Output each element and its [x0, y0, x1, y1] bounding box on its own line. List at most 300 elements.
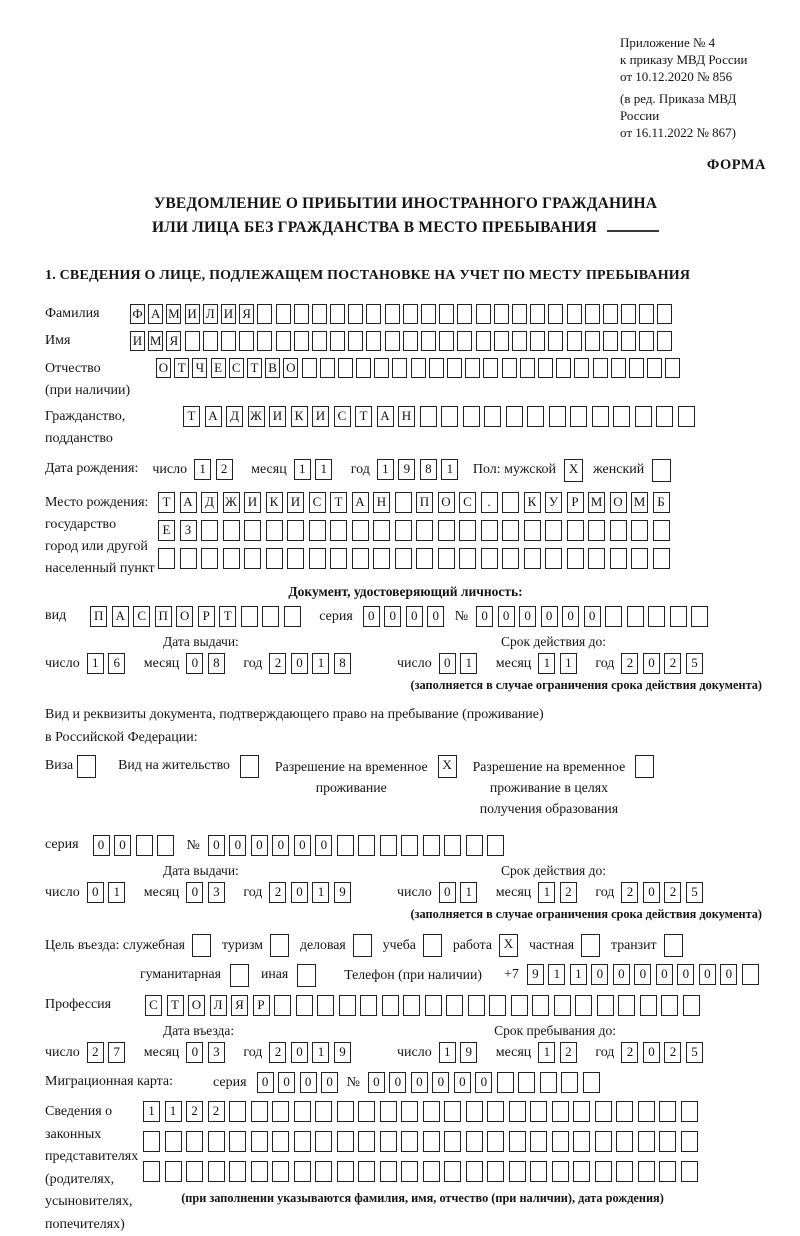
char-box[interactable]: О — [156, 358, 171, 378]
char-box[interactable] — [635, 755, 654, 778]
char-box[interactable]: 2 — [208, 1101, 225, 1122]
char-box[interactable] — [518, 1072, 535, 1093]
char-box[interactable]: 0 — [677, 964, 694, 985]
char-box[interactable] — [538, 358, 553, 378]
char-box[interactable] — [165, 1131, 182, 1152]
char-box[interactable] — [270, 934, 289, 957]
char-box[interactable]: 0 — [591, 964, 608, 985]
char-box[interactable] — [588, 520, 605, 541]
char-box[interactable] — [230, 964, 249, 987]
char-box[interactable] — [588, 548, 605, 569]
char-box[interactable]: 0 — [315, 835, 332, 856]
char-box[interactable]: 0 — [87, 882, 104, 903]
char-box[interactable] — [330, 520, 347, 541]
char-box[interactable] — [382, 995, 399, 1016]
char-box[interactable] — [512, 304, 527, 324]
char-box[interactable]: М — [588, 492, 605, 513]
char-box[interactable] — [446, 995, 463, 1016]
char-box[interactable]: Д — [201, 492, 218, 513]
char-box[interactable] — [186, 1131, 203, 1152]
char-box[interactable] — [337, 1101, 354, 1122]
char-box[interactable]: Л — [210, 995, 227, 1016]
char-box[interactable] — [595, 1101, 612, 1122]
char-box[interactable] — [241, 606, 258, 627]
char-box[interactable] — [423, 934, 442, 957]
char-box[interactable] — [444, 1101, 461, 1122]
char-box[interactable]: 1 — [194, 459, 211, 480]
char-box[interactable] — [629, 358, 644, 378]
char-box[interactable] — [403, 304, 418, 324]
char-box[interactable]: 0 — [613, 964, 630, 985]
char-box[interactable]: 0 — [93, 835, 110, 856]
char-box[interactable]: 0 — [541, 606, 558, 627]
char-box[interactable] — [294, 304, 309, 324]
char-box[interactable] — [621, 331, 636, 351]
char-box[interactable]: Я — [239, 304, 254, 324]
char-box[interactable] — [502, 548, 519, 569]
char-box[interactable]: 2 — [621, 1042, 638, 1063]
char-box[interactable] — [358, 1101, 375, 1122]
char-box[interactable]: Ж — [248, 406, 265, 427]
char-box[interactable] — [631, 548, 648, 569]
char-box[interactable] — [585, 304, 600, 324]
char-box[interactable] — [530, 304, 545, 324]
char-box[interactable] — [201, 548, 218, 569]
char-box[interactable] — [360, 995, 377, 1016]
char-box[interactable]: 0 — [186, 653, 203, 674]
char-box[interactable] — [157, 835, 174, 856]
char-box[interactable] — [603, 304, 618, 324]
char-box[interactable]: 0 — [454, 1072, 471, 1093]
char-box[interactable] — [353, 934, 372, 957]
char-box[interactable] — [575, 995, 592, 1016]
char-box[interactable] — [251, 1131, 268, 1152]
char-box[interactable]: 1 — [315, 459, 332, 480]
char-box[interactable] — [691, 606, 708, 627]
char-box[interactable] — [203, 331, 218, 351]
char-box[interactable] — [444, 835, 461, 856]
char-box[interactable] — [296, 995, 313, 1016]
char-box[interactable] — [652, 459, 671, 482]
char-box[interactable] — [603, 331, 618, 351]
char-box[interactable]: 2 — [186, 1101, 203, 1122]
char-box[interactable] — [638, 1131, 655, 1152]
char-box[interactable] — [337, 1161, 354, 1182]
char-box[interactable]: Е — [211, 358, 226, 378]
char-box[interactable]: 2 — [269, 1042, 286, 1063]
char-box[interactable] — [487, 1101, 504, 1122]
char-box[interactable] — [511, 995, 528, 1016]
char-box[interactable] — [312, 331, 327, 351]
char-box[interactable]: 0 — [427, 606, 444, 627]
char-box[interactable] — [287, 520, 304, 541]
char-box[interactable] — [621, 304, 636, 324]
char-box[interactable] — [165, 1161, 182, 1182]
char-box[interactable]: 5 — [686, 653, 703, 674]
char-box[interactable] — [484, 406, 501, 427]
char-box[interactable] — [425, 995, 442, 1016]
char-box[interactable] — [494, 331, 509, 351]
char-box[interactable] — [545, 520, 562, 541]
char-box[interactable] — [423, 1131, 440, 1152]
char-box[interactable]: 0 — [720, 964, 737, 985]
char-box[interactable] — [527, 406, 544, 427]
char-box[interactable] — [423, 1101, 440, 1122]
char-box[interactable] — [272, 1161, 289, 1182]
char-box[interactable]: 1 — [143, 1101, 160, 1122]
char-box[interactable] — [276, 331, 291, 351]
char-box[interactable]: 0 — [294, 835, 311, 856]
char-box[interactable]: 1 — [548, 964, 565, 985]
char-box[interactable] — [494, 304, 509, 324]
char-box[interactable] — [223, 520, 240, 541]
char-box[interactable]: Т — [167, 995, 184, 1016]
char-box[interactable] — [567, 548, 584, 569]
char-box[interactable] — [320, 358, 335, 378]
char-box[interactable] — [330, 304, 345, 324]
char-box[interactable]: 0 — [363, 606, 380, 627]
char-box[interactable]: 0 — [114, 835, 131, 856]
char-box[interactable]: 1 — [294, 459, 311, 480]
char-box[interactable] — [338, 358, 353, 378]
char-box[interactable] — [294, 1101, 311, 1122]
char-box[interactable] — [459, 548, 476, 569]
char-box[interactable]: 0 — [439, 653, 456, 674]
char-box[interactable] — [459, 520, 476, 541]
char-box[interactable]: У — [545, 492, 562, 513]
char-box[interactable] — [597, 995, 614, 1016]
char-box[interactable]: К — [524, 492, 541, 513]
char-box[interactable] — [497, 1072, 514, 1093]
char-box[interactable]: 1 — [312, 882, 329, 903]
char-box[interactable] — [374, 358, 389, 378]
char-box[interactable]: 0 — [186, 882, 203, 903]
char-box[interactable] — [403, 331, 418, 351]
char-box[interactable]: 0 — [411, 1072, 428, 1093]
char-box[interactable] — [385, 331, 400, 351]
char-box[interactable]: 5 — [686, 882, 703, 903]
char-box[interactable]: Т — [247, 358, 262, 378]
char-box[interactable]: А — [377, 406, 394, 427]
char-box[interactable] — [561, 1072, 578, 1093]
char-box[interactable]: 0 — [278, 1072, 295, 1093]
char-box[interactable] — [380, 1161, 397, 1182]
char-box[interactable] — [481, 548, 498, 569]
char-box[interactable]: С — [309, 492, 326, 513]
char-box[interactable]: Д — [226, 406, 243, 427]
char-box[interactable]: А — [352, 492, 369, 513]
char-box[interactable] — [681, 1161, 698, 1182]
char-box[interactable]: И — [312, 406, 329, 427]
char-box[interactable] — [648, 606, 665, 627]
char-box[interactable]: 0 — [562, 606, 579, 627]
char-box[interactable] — [466, 1131, 483, 1152]
char-box[interactable]: 0 — [368, 1072, 385, 1093]
char-box[interactable] — [312, 304, 327, 324]
char-box[interactable] — [240, 755, 259, 778]
char-box[interactable]: З — [180, 520, 197, 541]
char-box[interactable]: 1 — [312, 653, 329, 674]
char-box[interactable] — [315, 1131, 332, 1152]
char-box[interactable]: П — [90, 606, 107, 627]
char-box[interactable] — [358, 835, 375, 856]
char-box[interactable] — [401, 1131, 418, 1152]
char-box[interactable] — [366, 331, 381, 351]
char-box[interactable] — [610, 520, 627, 541]
char-box[interactable]: 1 — [441, 459, 458, 480]
char-box[interactable]: 0 — [229, 835, 246, 856]
char-box[interactable]: И — [269, 406, 286, 427]
char-box[interactable] — [276, 304, 291, 324]
char-box[interactable] — [656, 406, 673, 427]
char-box[interactable] — [380, 1101, 397, 1122]
char-box[interactable] — [180, 548, 197, 569]
char-box[interactable] — [639, 331, 654, 351]
char-box[interactable]: 0 — [643, 882, 660, 903]
char-box[interactable] — [524, 548, 541, 569]
char-box[interactable] — [262, 606, 279, 627]
char-box[interactable]: 3 — [208, 1042, 225, 1063]
char-box[interactable] — [618, 995, 635, 1016]
char-box[interactable]: 0 — [291, 1042, 308, 1063]
char-box[interactable]: А — [112, 606, 129, 627]
char-box[interactable] — [592, 406, 609, 427]
char-box[interactable]: 0 — [439, 882, 456, 903]
char-box[interactable] — [251, 1161, 268, 1182]
char-box[interactable] — [192, 934, 211, 957]
char-box[interactable]: М — [166, 304, 181, 324]
char-box[interactable]: 6 — [108, 653, 125, 674]
char-box[interactable] — [552, 1161, 569, 1182]
char-box[interactable] — [509, 1161, 526, 1182]
char-box[interactable] — [548, 304, 563, 324]
char-box[interactable]: 0 — [384, 606, 401, 627]
char-box[interactable] — [337, 1131, 354, 1152]
char-box[interactable] — [373, 520, 390, 541]
char-box[interactable]: А — [180, 492, 197, 513]
char-box[interactable] — [421, 331, 436, 351]
char-box[interactable] — [441, 406, 458, 427]
char-box[interactable]: И — [221, 304, 236, 324]
char-box[interactable]: И — [244, 492, 261, 513]
char-box[interactable] — [611, 358, 626, 378]
char-box[interactable] — [136, 835, 153, 856]
char-box[interactable] — [457, 331, 472, 351]
char-box[interactable]: 2 — [560, 1042, 577, 1063]
char-box[interactable] — [530, 331, 545, 351]
char-box[interactable]: 7 — [108, 1042, 125, 1063]
char-box[interactable] — [549, 406, 566, 427]
char-box[interactable]: С — [334, 406, 351, 427]
char-box[interactable] — [444, 1161, 461, 1182]
char-box[interactable] — [297, 964, 316, 987]
char-box[interactable]: X — [499, 934, 518, 957]
char-box[interactable] — [509, 1101, 526, 1122]
char-box[interactable]: 1 — [570, 964, 587, 985]
char-box[interactable] — [610, 548, 627, 569]
char-box[interactable] — [573, 1161, 590, 1182]
char-box[interactable]: 9 — [398, 459, 415, 480]
char-box[interactable]: 3 — [208, 882, 225, 903]
char-box[interactable] — [315, 1161, 332, 1182]
char-box[interactable] — [545, 548, 562, 569]
char-box[interactable] — [352, 520, 369, 541]
char-box[interactable] — [570, 406, 587, 427]
char-box[interactable]: Т — [330, 492, 347, 513]
char-box[interactable]: М — [631, 492, 648, 513]
char-box[interactable]: Р — [567, 492, 584, 513]
char-box[interactable]: К — [291, 406, 308, 427]
char-box[interactable]: 1 — [460, 882, 477, 903]
char-box[interactable] — [339, 995, 356, 1016]
char-box[interactable] — [420, 406, 437, 427]
char-box[interactable] — [266, 520, 283, 541]
char-box[interactable] — [665, 358, 680, 378]
char-box[interactable] — [330, 548, 347, 569]
char-box[interactable] — [380, 1131, 397, 1152]
char-box[interactable]: 2 — [269, 882, 286, 903]
char-box[interactable]: М — [148, 331, 163, 351]
char-box[interactable] — [502, 520, 519, 541]
char-box[interactable]: А — [148, 304, 163, 324]
char-box[interactable]: 1 — [538, 882, 555, 903]
char-box[interactable] — [373, 548, 390, 569]
char-box[interactable]: С — [229, 358, 244, 378]
char-box[interactable] — [567, 304, 582, 324]
char-box[interactable] — [185, 331, 200, 351]
char-box[interactable]: 0 — [208, 835, 225, 856]
char-box[interactable] — [574, 358, 589, 378]
char-box[interactable] — [681, 1131, 698, 1152]
char-box[interactable] — [416, 548, 433, 569]
char-box[interactable]: С — [459, 492, 476, 513]
char-box[interactable] — [395, 520, 412, 541]
char-box[interactable]: 0 — [699, 964, 716, 985]
char-box[interactable] — [468, 995, 485, 1016]
char-box[interactable]: Е — [158, 520, 175, 541]
char-box[interactable] — [356, 358, 371, 378]
char-box[interactable] — [439, 331, 454, 351]
char-box[interactable] — [659, 1131, 676, 1152]
char-box[interactable] — [616, 1161, 633, 1182]
char-box[interactable] — [201, 520, 218, 541]
char-box[interactable] — [380, 835, 397, 856]
char-box[interactable] — [272, 1101, 289, 1122]
char-box[interactable]: 9 — [334, 882, 351, 903]
char-box[interactable]: 0 — [634, 964, 651, 985]
char-box[interactable] — [287, 548, 304, 569]
char-box[interactable] — [659, 1161, 676, 1182]
char-box[interactable] — [683, 995, 700, 1016]
char-box[interactable] — [186, 1161, 203, 1182]
char-box[interactable]: Ч — [192, 358, 207, 378]
char-box[interactable] — [530, 1131, 547, 1152]
char-box[interactable]: 2 — [664, 653, 681, 674]
char-box[interactable]: 2 — [216, 459, 233, 480]
char-box[interactable] — [411, 358, 426, 378]
char-box[interactable] — [317, 995, 334, 1016]
char-box[interactable]: 0 — [584, 606, 601, 627]
char-box[interactable]: 0 — [476, 606, 493, 627]
char-box[interactable]: О — [283, 358, 298, 378]
char-box[interactable] — [489, 995, 506, 1016]
char-box[interactable] — [616, 1131, 633, 1152]
char-box[interactable]: 1 — [87, 653, 104, 674]
char-box[interactable]: 0 — [291, 882, 308, 903]
char-box[interactable] — [481, 520, 498, 541]
char-box[interactable] — [465, 358, 480, 378]
char-box[interactable] — [487, 835, 504, 856]
char-box[interactable] — [421, 304, 436, 324]
char-box[interactable]: 9 — [527, 964, 544, 985]
char-box[interactable]: Т — [219, 606, 236, 627]
char-box[interactable] — [595, 1161, 612, 1182]
char-box[interactable] — [463, 406, 480, 427]
char-box[interactable]: О — [438, 492, 455, 513]
char-box[interactable]: 0 — [432, 1072, 449, 1093]
char-box[interactable] — [742, 964, 759, 985]
char-box[interactable] — [444, 1131, 461, 1152]
char-box[interactable]: 9 — [460, 1042, 477, 1063]
char-box[interactable] — [524, 520, 541, 541]
char-box[interactable]: Н — [398, 406, 415, 427]
char-box[interactable] — [221, 331, 236, 351]
char-box[interactable] — [616, 1101, 633, 1122]
char-box[interactable] — [640, 995, 657, 1016]
char-box[interactable]: 8 — [208, 653, 225, 674]
char-box[interactable] — [581, 934, 600, 957]
char-box[interactable]: 2 — [560, 882, 577, 903]
char-box[interactable]: Т — [355, 406, 372, 427]
char-box[interactable] — [457, 304, 472, 324]
char-box[interactable]: 0 — [656, 964, 673, 985]
char-box[interactable] — [530, 1161, 547, 1182]
char-box[interactable] — [358, 1131, 375, 1152]
char-box[interactable] — [627, 606, 644, 627]
char-box[interactable] — [158, 548, 175, 569]
char-box[interactable] — [77, 755, 96, 778]
char-box[interactable]: 0 — [300, 1072, 317, 1093]
char-box[interactable] — [653, 520, 670, 541]
char-box[interactable]: 1 — [377, 459, 394, 480]
char-box[interactable] — [653, 548, 670, 569]
char-box[interactable]: 0 — [643, 1042, 660, 1063]
char-box[interactable] — [208, 1131, 225, 1152]
char-box[interactable]: 5 — [686, 1042, 703, 1063]
char-box[interactable] — [223, 548, 240, 569]
char-box[interactable] — [502, 358, 517, 378]
char-box[interactable]: И — [287, 492, 304, 513]
char-box[interactable] — [483, 358, 498, 378]
char-box[interactable] — [548, 331, 563, 351]
char-box[interactable]: И — [130, 331, 145, 351]
char-box[interactable] — [573, 1101, 590, 1122]
char-box[interactable] — [657, 304, 672, 324]
char-box[interactable] — [647, 358, 662, 378]
char-box[interactable] — [348, 304, 363, 324]
char-box[interactable] — [552, 1131, 569, 1152]
char-box[interactable] — [392, 358, 407, 378]
char-box[interactable] — [639, 304, 654, 324]
char-box[interactable] — [284, 606, 301, 627]
char-box[interactable]: 0 — [251, 835, 268, 856]
char-box[interactable] — [466, 1161, 483, 1182]
char-box[interactable] — [512, 331, 527, 351]
char-box[interactable]: Л — [203, 304, 218, 324]
char-box[interactable] — [595, 1131, 612, 1152]
char-box[interactable] — [366, 304, 381, 324]
char-box[interactable]: О — [176, 606, 193, 627]
